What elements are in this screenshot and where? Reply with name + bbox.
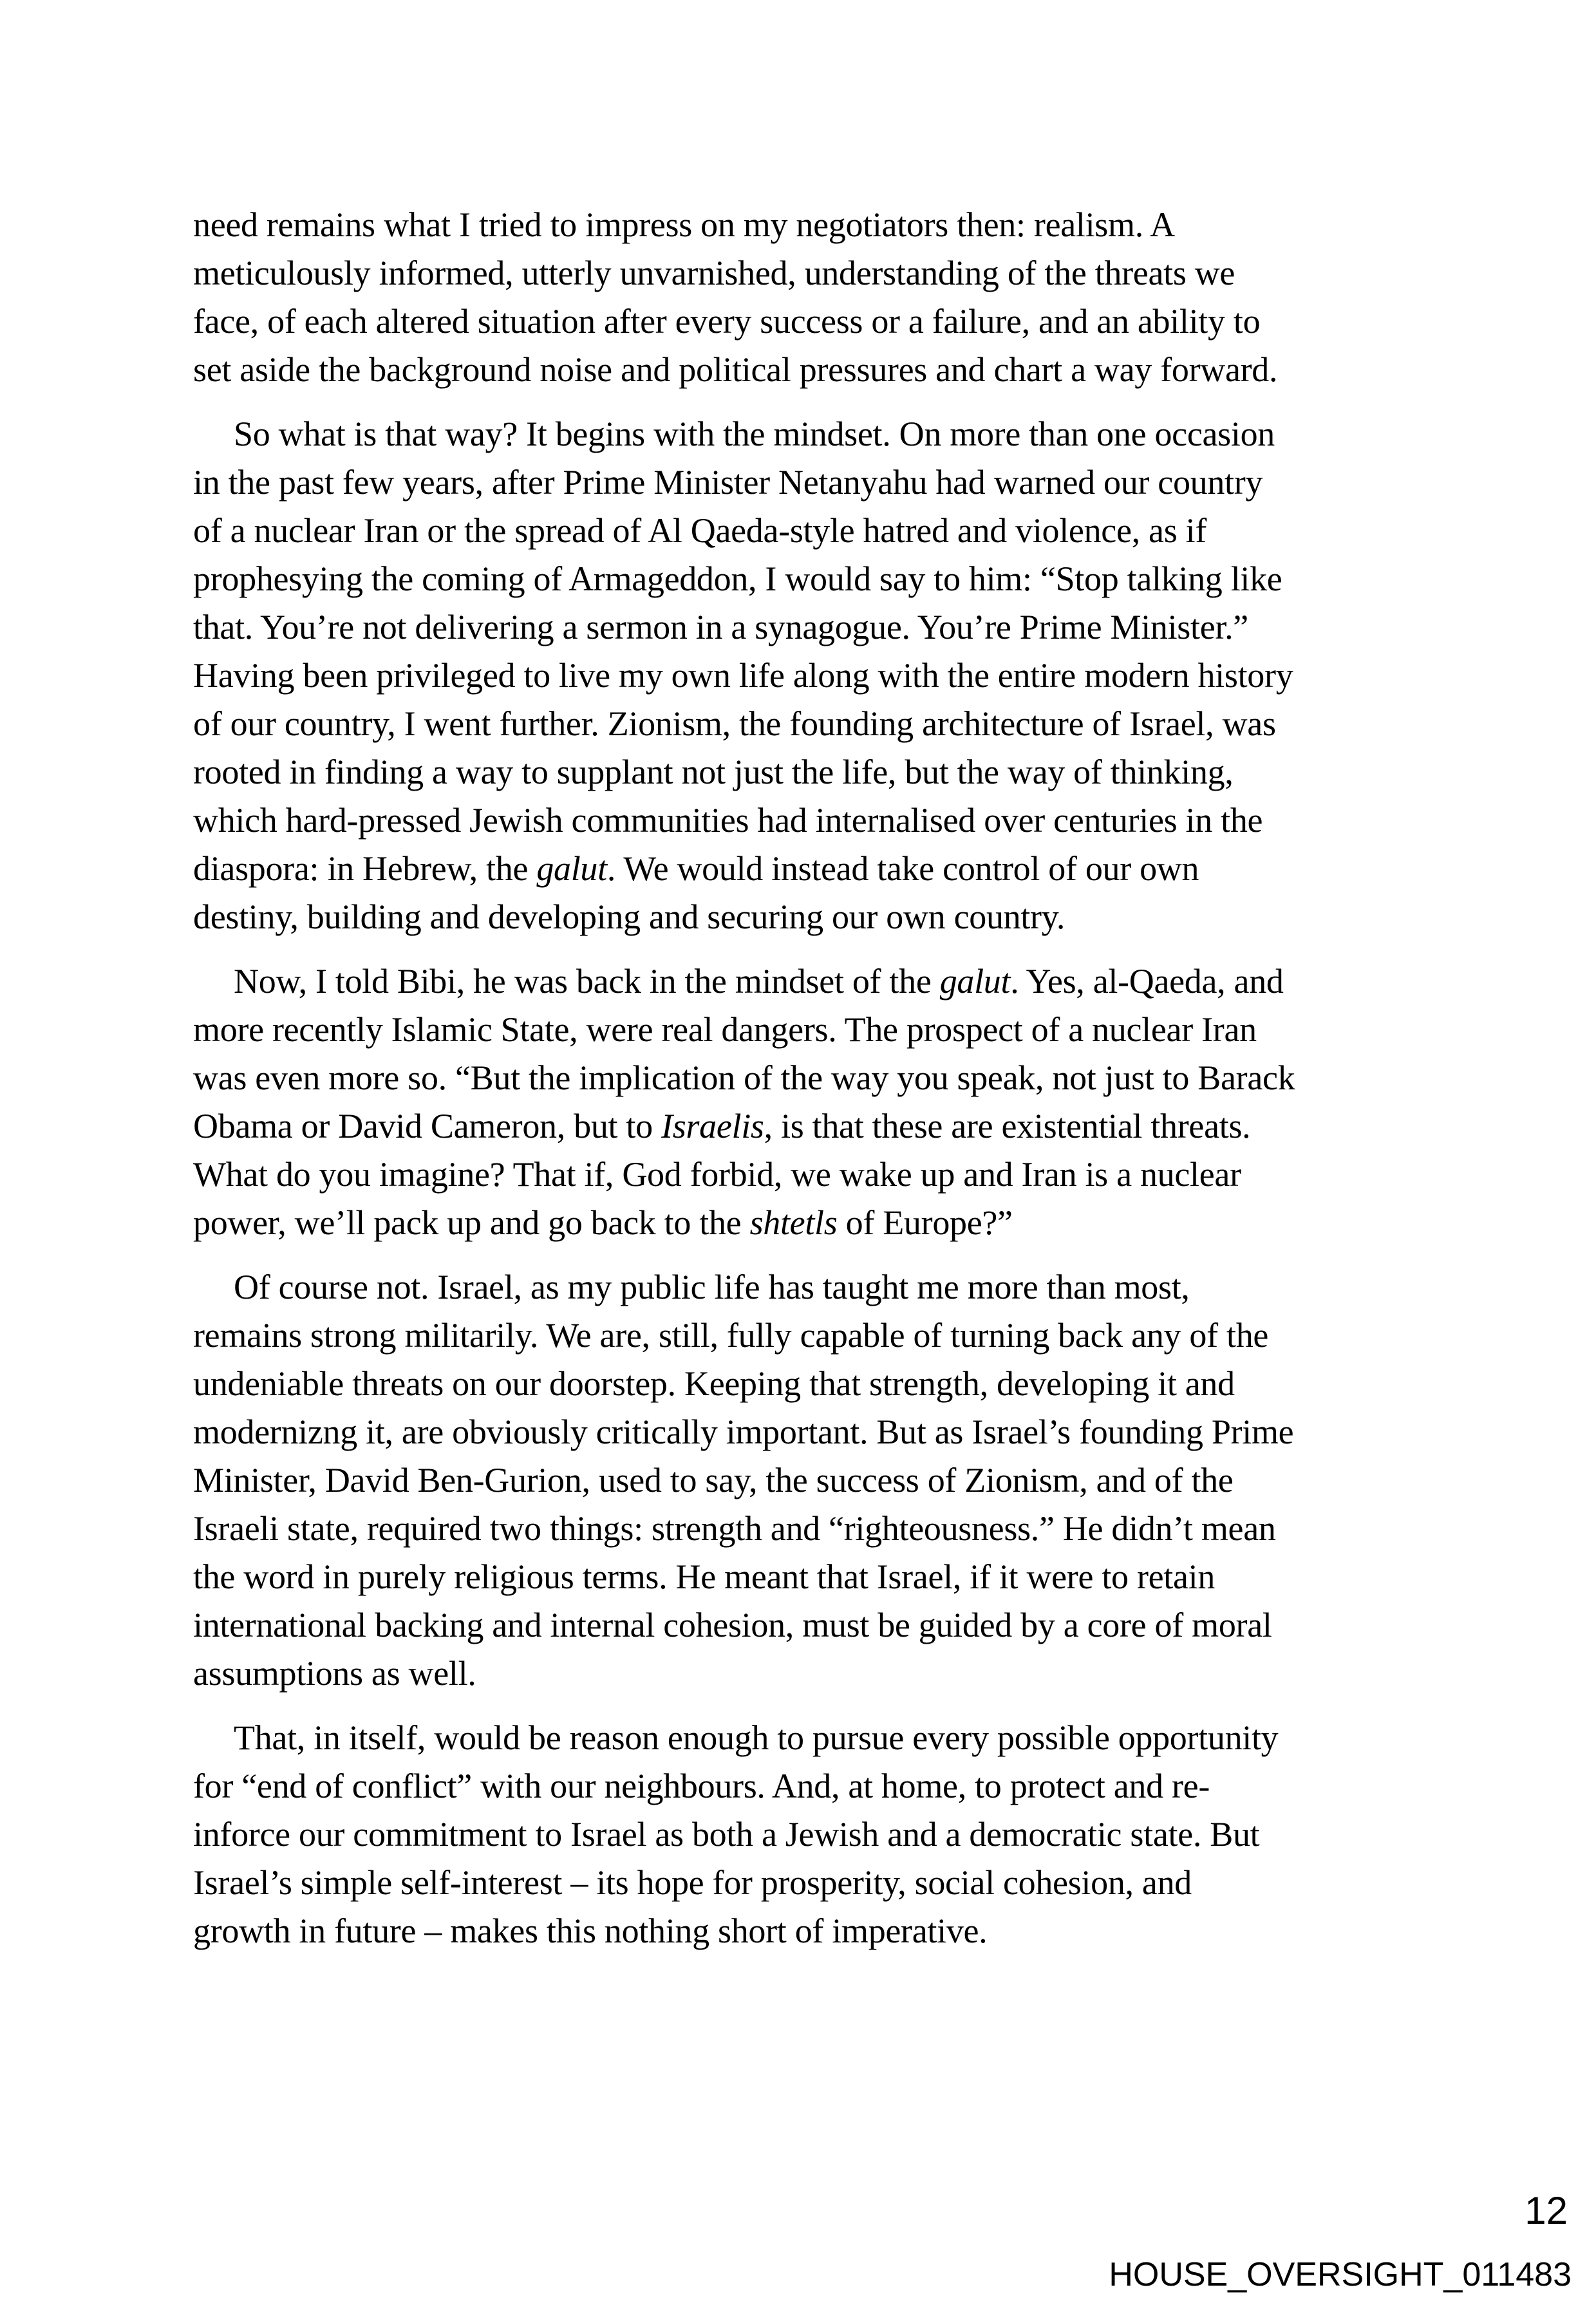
- text-line: for “end of conflict” with our neighbours. And, at home, to protect and re-: [193, 1767, 1210, 1805]
- text-line: Israeli state, required two things: strength and “righteousness.” He didn’t mean: [193, 1509, 1276, 1548]
- text-line: in the past few years, after Prime Minister Netanyahu had warned our country: [193, 463, 1263, 502]
- text-line: need remains what I tried to impress on my negotiators then: realism. A: [193, 205, 1175, 244]
- text-line: rooted in finding a way to supplant not just the life, but the way of thinking,: [193, 753, 1234, 791]
- text-line: remains strong militarily. We are, still, fully capable of turning back any of the: [193, 1316, 1269, 1355]
- paragraph: [193, 410, 1420, 941]
- text-line: face, of each altered situation after every success or a failure, and an ability to: [193, 302, 1261, 341]
- text-line: That, in itself, would be reason enough to pursue every possible opportunity: [234, 1718, 1279, 1757]
- text-line: Now, I told Bibi, he was back in the mindset of the galut. Yes, al-Qaeda, and: [234, 962, 1284, 1001]
- paragraph: [193, 1263, 1420, 1698]
- text-line: What do you imagine? That if, God forbid, we wake up and Iran is a nuclear: [193, 1155, 1241, 1194]
- text-line: undeniable threats on our doorstep. Keeping that strength, developing it and: [193, 1364, 1235, 1403]
- text-line: Of course not. Israel, as my public life has taught me more than most,: [234, 1268, 1190, 1306]
- text-line: meticulously informed, utterly unvarnished, understanding of the threats we: [193, 254, 1235, 292]
- text-line: of our country, I went further. Zionism, the founding architecture of Israel, was: [193, 704, 1276, 743]
- text-line: assumptions as well.: [193, 1654, 476, 1693]
- text-line: Obama or David Cameron, but to Israelis, is that these are existential threats.: [193, 1107, 1251, 1145]
- text-line: So what is that way? It begins with the mindset. On more than one occasion: [234, 415, 1275, 453]
- paragraph: [193, 957, 1420, 1247]
- text-line: diaspora: in Hebrew, the galut. We would instead take control of our own: [193, 849, 1199, 888]
- text-line: growth in future – makes this nothing short of imperative.: [193, 1912, 988, 1950]
- text-line: international backing and internal cohesion, must be guided by a core of moral: [193, 1606, 1272, 1644]
- text-line: of a nuclear Iran or the spread of Al Qaeda-style hatred and violence, as if: [193, 511, 1206, 550]
- text-line: that. You’re not delivering a sermon in a synagogue. You’re Prime Minister.”: [193, 608, 1248, 646]
- text-line: which hard-pressed Jewish communities had internalised over centuries in the: [193, 801, 1263, 840]
- paragraph: [193, 1714, 1420, 1955]
- paragraph: [193, 201, 1420, 394]
- text-line: prophesying the coming of Armageddon, I would say to him: “Stop talking like: [193, 559, 1282, 598]
- text-line: Minister, David Ben-Gurion, used to say, the success of Zionism, and of the: [193, 1461, 1234, 1499]
- text-line: Israel’s simple self-interest – its hope for prosperity, social cohesion, and: [193, 1863, 1192, 1902]
- document-body: [193, 201, 1420, 1955]
- text-line: the word in purely religious terms. He meant that Israel, if it were to retain: [193, 1557, 1216, 1596]
- text-line: Having been privileged to live my own life along with the entire modern history: [193, 656, 1293, 695]
- bates-stamp: HOUSE_OVERSIGHT_011483: [1109, 2256, 1572, 2293]
- text-line: inforce our commitment to Israel as both a Jewish and a democratic state. But: [193, 1815, 1260, 1854]
- text-line: power, we’ll pack up and go back to the shtetls of Europe?”: [193, 1203, 1013, 1242]
- text-line: set aside the background noise and political pressures and chart a way forward.: [193, 350, 1278, 389]
- text-line: more recently Islamic State, were real dangers. The prospect of a nuclear Iran: [193, 1010, 1257, 1049]
- text-line: was even more so. “But the implication of the way you speak, not just to Barack: [193, 1058, 1295, 1097]
- text-line: destiny, building and developing and securing our own country.: [193, 898, 1066, 936]
- text-line: modernizng it, are obviously critically important. But as Israel’s founding Prime: [193, 1413, 1294, 1451]
- page-number: 12: [1525, 2189, 1568, 2232]
